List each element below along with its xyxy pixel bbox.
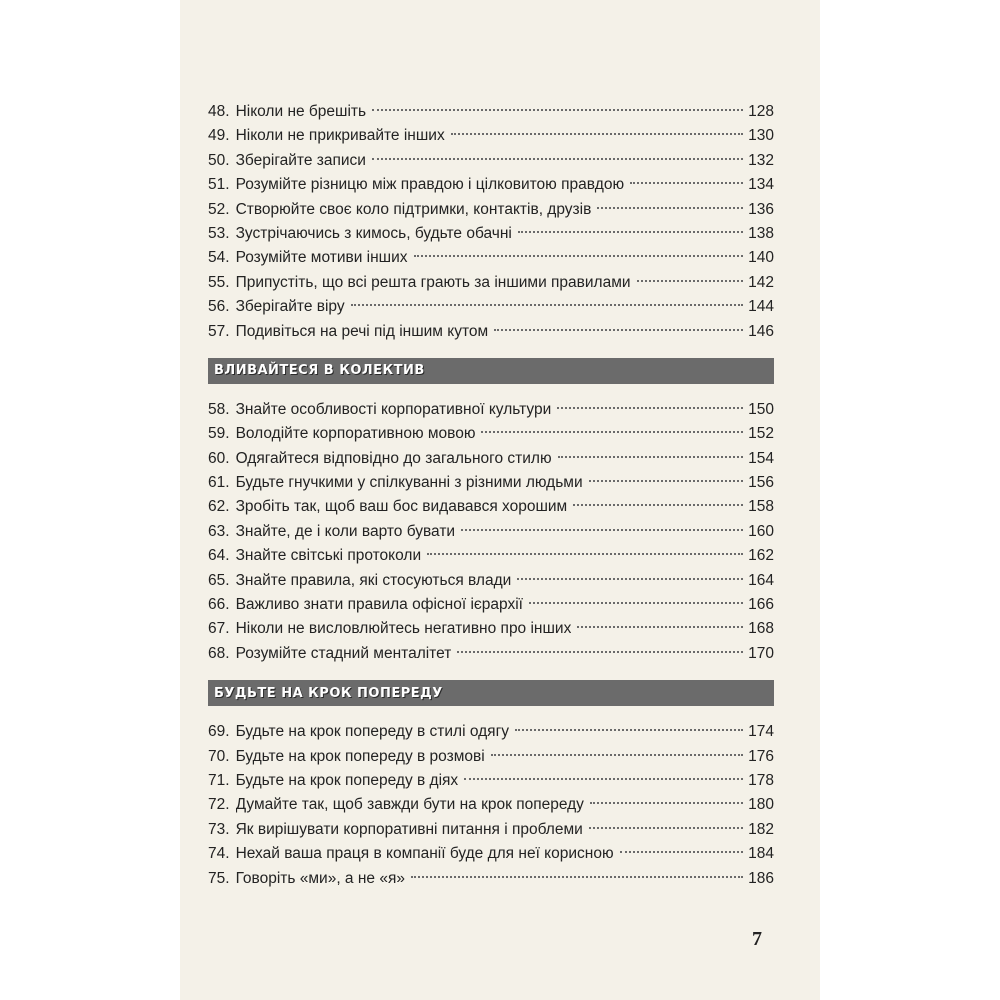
toc-entry-number: 55. — [208, 273, 230, 291]
toc-entry-title: Нехай ваша праця в компанії буде для неї корисною — [235, 845, 614, 863]
toc-entry-title: Зберігайте віру — [235, 298, 345, 316]
toc-entry — [208, 593, 774, 617]
dot-leader — [515, 729, 743, 731]
dot-leader — [491, 754, 743, 756]
toc-entry-page: 168 — [748, 620, 774, 638]
toc-entry-page: 152 — [748, 425, 774, 443]
dot-leader — [351, 304, 743, 306]
section-title: ВЛИВАЙТЕСЯ В КОЛЕКТИВ — [214, 363, 425, 379]
toc-entry-number: 57. — [208, 322, 230, 340]
toc-entry-title: Знайте світські протоколи — [235, 547, 422, 565]
toc-entry-title: Володійте корпоративною мовою — [235, 425, 476, 443]
toc-entry-page: 142 — [748, 273, 774, 291]
dot-leader — [414, 255, 744, 257]
toc-entry — [208, 793, 774, 817]
toc-entry-page: 180 — [748, 796, 774, 814]
section-bar — [208, 680, 774, 706]
dot-leader — [577, 626, 743, 628]
toc-entry-page: 154 — [748, 449, 774, 467]
dot-leader — [597, 207, 743, 209]
toc-entry-title: Знайте правила, які стосуються влади — [235, 571, 512, 589]
toc-entry — [208, 124, 774, 148]
toc-entry-title: Будьте на крок попереду в діях — [235, 771, 459, 789]
toc-entry-title: Говоріть «ми», а не «я» — [235, 869, 405, 887]
toc-entry — [208, 867, 774, 891]
page-number: 7 — [752, 928, 762, 950]
toc-entry-title: Створюйте своє коло підтримки, контактів, друзів — [235, 200, 592, 218]
toc-entry-page: 156 — [748, 474, 774, 492]
toc-entry-page: 136 — [748, 200, 774, 218]
toc-entry — [208, 398, 774, 422]
dot-leader — [573, 504, 743, 506]
toc-entry — [208, 495, 774, 519]
toc-entry-number: 51. — [208, 176, 230, 194]
dot-leader — [481, 431, 743, 433]
toc-entry-title: Зберігайте записи — [235, 151, 366, 169]
toc-entry-number: 73. — [208, 820, 230, 838]
toc-entry-number: 60. — [208, 449, 230, 467]
dot-leader — [589, 480, 744, 482]
toc-entry-page: 174 — [748, 723, 774, 741]
toc-entry-number: 54. — [208, 249, 230, 267]
dot-leader — [494, 329, 743, 331]
toc-entry-title: Розумійте стадний менталітет — [235, 644, 452, 662]
section-bar — [208, 358, 774, 384]
toc-entry-page: 160 — [748, 522, 774, 540]
toc-entry-page: 162 — [748, 547, 774, 565]
toc-entry-title: Знайте особливості корпоративної культури — [235, 400, 552, 418]
toc-entry-page: 140 — [748, 249, 774, 267]
toc-entry-title: Будьте на крок попереду в розмові — [235, 747, 485, 765]
toc-entry — [208, 422, 774, 446]
dot-leader — [461, 529, 743, 531]
toc-entry — [208, 100, 774, 124]
toc-list — [208, 100, 774, 344]
dot-leader — [464, 778, 743, 780]
toc-entry-title: Припустіть, що всі решта грають за іншими правилами — [235, 273, 631, 291]
dot-leader — [457, 651, 743, 653]
toc-entry — [208, 246, 774, 270]
toc-entry-number: 61. — [208, 474, 230, 492]
toc-entry — [208, 447, 774, 471]
table-of-contents — [208, 100, 774, 891]
toc-entry-title: Думайте так, щоб завжди бути на крок попереду — [235, 796, 584, 814]
toc-entry-title: Зустрічаючись з кимось, будьте обачні — [235, 224, 512, 242]
toc-entry-title: Важливо знати правила офісної ієрархії — [235, 596, 523, 614]
toc-entry — [208, 642, 774, 666]
toc-entry-number: 48. — [208, 103, 230, 120]
toc-entry-page: 150 — [748, 400, 774, 418]
section-header-join-team — [208, 358, 774, 384]
toc-entry — [208, 471, 774, 495]
toc-entry-number: 64. — [208, 547, 230, 565]
dot-leader — [558, 456, 744, 458]
toc-entry-title: Одягайтеся відповідно до загального стилю — [235, 449, 552, 467]
toc-entry-title: Ніколи не прикривайте інших — [235, 127, 445, 145]
toc-entry-page: 158 — [748, 498, 774, 516]
toc-entry — [208, 149, 774, 173]
toc-entry — [208, 842, 774, 866]
toc-entry-page: 128 — [748, 103, 774, 120]
dot-leader — [637, 280, 744, 282]
dot-leader — [518, 231, 743, 233]
toc-entry-page: 146 — [748, 322, 774, 340]
toc-entry-number: 69. — [208, 723, 230, 741]
toc-entry — [208, 222, 774, 246]
toc-entry-page: 134 — [748, 176, 774, 194]
toc-entry-page: 178 — [748, 771, 774, 789]
toc-entry-number: 62. — [208, 498, 230, 516]
toc-entry-page: 184 — [748, 845, 774, 863]
toc-entry-number: 59. — [208, 425, 230, 443]
toc-entry — [208, 320, 774, 344]
toc-entry-number: 52. — [208, 200, 230, 218]
toc-entry-page: 176 — [748, 747, 774, 765]
toc-entry — [208, 569, 774, 593]
section-title: БУДЬТЕ НА КРОК ПОПЕРЕДУ — [214, 685, 443, 701]
toc-entry-number: 58. — [208, 400, 230, 418]
toc-entry-number: 50. — [208, 151, 230, 169]
toc-entry — [208, 745, 774, 769]
toc-entry-page: 186 — [748, 869, 774, 887]
toc-entry-page: 138 — [748, 224, 774, 242]
toc-entry-number: 71. — [208, 771, 230, 789]
toc-entry-title: Знайте, де і коли варто бувати — [235, 522, 456, 540]
toc-entry-title: Будьте гнучкими у спілкуванні з різними людьми — [235, 474, 583, 492]
toc-entry-title: Як вирішувати корпоративні питання і проблеми — [235, 820, 583, 838]
toc-entry-title: Будьте на крок попереду в стилі одягу — [235, 723, 509, 741]
dot-leader — [620, 851, 744, 853]
toc-entry-number: 72. — [208, 796, 230, 814]
toc-list — [208, 398, 774, 666]
section-header-step-ahead — [208, 680, 774, 706]
dot-leader — [372, 109, 743, 111]
toc-entry-title: Зробіть так, щоб ваш бос видавався хорошим — [235, 498, 568, 516]
toc-entry-number: 63. — [208, 522, 230, 540]
toc-group-continued — [208, 100, 774, 344]
dot-leader — [630, 182, 743, 184]
dot-leader — [427, 553, 743, 555]
toc-entry — [208, 720, 774, 744]
toc-list — [208, 720, 774, 891]
toc-entry-number: 53. — [208, 224, 230, 242]
toc-entry-page: 166 — [748, 596, 774, 614]
dot-leader — [411, 876, 743, 878]
toc-entry — [208, 198, 774, 222]
toc-entry-number: 75. — [208, 869, 230, 887]
toc-entry-number: 74. — [208, 845, 230, 863]
toc-entry-title: Розумійте мотиви інших — [235, 249, 408, 267]
dot-leader — [590, 802, 743, 804]
toc-entry-page: 170 — [748, 644, 774, 662]
toc-entry — [208, 295, 774, 319]
toc-entry-number: 49. — [208, 127, 230, 145]
toc-entry-page: 164 — [748, 571, 774, 589]
toc-entry — [208, 818, 774, 842]
toc-group-join-team — [208, 398, 774, 666]
toc-entry — [208, 271, 774, 295]
dot-leader — [451, 133, 743, 135]
toc-entry-number: 56. — [208, 298, 230, 316]
toc-entry-page: 182 — [748, 820, 774, 838]
toc-entry-number: 66. — [208, 596, 230, 614]
toc-entry-number: 68. — [208, 644, 230, 662]
toc-entry-title: Подивіться на речі під іншим кутом — [235, 322, 489, 340]
dot-leader — [529, 602, 743, 604]
toc-group-step-ahead — [208, 720, 774, 891]
toc-entry-title: Ніколи не брешіть — [235, 103, 367, 120]
toc-entry — [208, 173, 774, 197]
toc-entry-page: 130 — [748, 127, 774, 145]
toc-entry — [208, 769, 774, 793]
toc-entry-page: 132 — [748, 151, 774, 169]
dot-leader — [557, 407, 743, 409]
dot-leader — [517, 578, 743, 580]
toc-entry — [208, 520, 774, 544]
toc-entry-title: Ніколи не висловлюйтесь негативно про інших — [235, 620, 572, 638]
toc-entry-number: 67. — [208, 620, 230, 638]
dot-leader — [589, 827, 743, 829]
toc-entry-number: 70. — [208, 747, 230, 765]
toc-entry-page: 144 — [748, 298, 774, 316]
dot-leader — [372, 158, 743, 160]
toc-entry-title: Розумійте різницю між правдою і цілковитою правдою — [235, 176, 625, 194]
toc-entry — [208, 617, 774, 641]
toc-entry-number: 65. — [208, 571, 230, 589]
toc-entry — [208, 544, 774, 568]
